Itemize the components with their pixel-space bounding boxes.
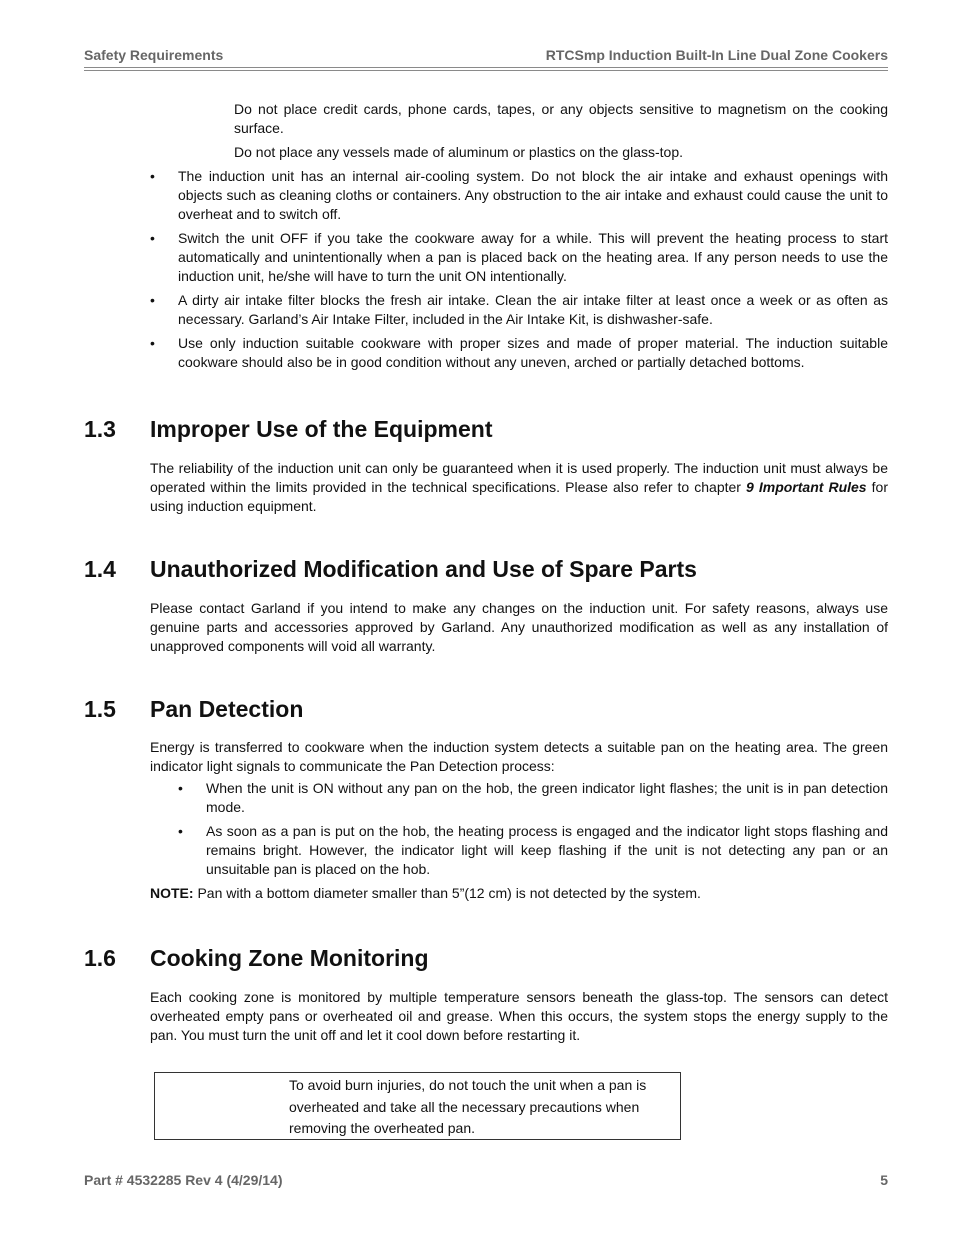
section-heading-1-3: [84, 415, 888, 443]
header-rule: [84, 67, 888, 68]
section-number: 1.6: [84, 945, 116, 971]
list-item-text: A dirty air intake filter blocks the fresh air intake. Clean the air intake filter at least once a week or as often as necessary. Garland’s Air Intake Filter, included in the Air Intake Kit, is dishwasher-safe.: [178, 292, 888, 327]
chapter-reference-link[interactable]: 9 Important Rules: [746, 479, 867, 495]
section-heading-1-5: [84, 695, 888, 723]
paragraph-text: The reliability of the induction unit can only be guaranteed when it is used properly. The induction unit must always be operated within the limits provided in the technical specifications. Please also refer to chapter: [150, 460, 888, 495]
section-number: 1.5: [84, 696, 116, 722]
section-heading-1-4: [84, 555, 888, 583]
list-item-text: As soon as a pan is put on the hob, the heating process is engaged and the indicator light stops flashing and remains bright. However, the indicator light will keep flashing if the unit is not detecting any pan or an unsuitable pan is placed on the hob.: [206, 823, 888, 877]
section-paragraph: [150, 459, 888, 516]
note-text: Pan with a bottom diameter smaller than 5”(12 cm) is not detected by the system.: [193, 885, 701, 901]
section-paragraph: Please contact Garland if you intend to make any changes on the induction unit. For safety reasons, always use genuine parts and accessories approved by Garland. Any unauthorized modification as well as any installation of unapproved components will void all warranty.: [150, 600, 888, 654]
list-item-text: When the unit is ON without any pan on the hob, the green indicator light flashes; the unit is in pan detection mode.: [206, 780, 888, 815]
warning-box: [154, 1072, 681, 1140]
note-paragraph: [150, 884, 888, 903]
bullet-icon: •: [150, 230, 155, 246]
list-item: [84, 229, 888, 286]
list-item-text: The induction unit has an internal air-cooling system. Do not block the air intake and exhaust openings with objects such as cleaning cloths or containers. Any obstruction to the air intake and exhaust could cause the unit to overheat and to switch off.: [178, 168, 888, 222]
section-title: Cooking Zone Monitoring: [150, 945, 429, 971]
page-body: [84, 100, 888, 1045]
intro-paragraph: Do not place any vessels made of aluminum or plastics on the glass-top.: [234, 144, 684, 160]
bullet-icon: •: [178, 780, 183, 796]
section-paragraph: Each cooking zone is monitored by multiple temperature sensors beneath the glass-top. The sensors can detect overheated empty pans or overheated oil and grease. When this occurs, the system stops the energy supply to the pan. You must turn the unit off and let it cool down before restarting it.: [150, 989, 888, 1043]
list-item-text: Use only induction suitable cookware with proper sizes and made of proper material. The induction suitable cookware should also be in good condition without any uneven, arched or partially detached bottoms.: [178, 335, 888, 370]
footer-part-number: Part # 4532285 Rev 4 (4/29/14): [84, 1172, 283, 1188]
bullet-icon: •: [150, 292, 155, 308]
page-number: 5: [880, 1172, 888, 1188]
note-label: NOTE:: [150, 885, 194, 901]
section-title: Unauthorized Modification and Use of Spare Parts: [150, 556, 697, 582]
list-item: [84, 779, 888, 817]
bullet-icon: •: [150, 168, 155, 184]
header-rule: [84, 70, 888, 71]
pan-detection-list: [84, 779, 888, 879]
list-item: [84, 167, 888, 224]
list-item: [84, 334, 888, 372]
page-header: [84, 46, 888, 64]
section-title: Pan Detection: [150, 696, 304, 722]
safety-bullet-list: [84, 167, 888, 372]
list-item: [84, 291, 888, 329]
warning-icon-area: [155, 1073, 285, 1139]
section-paragraph: Energy is transferred to cookware when the induction system detects a suitable pan on the heating area. The green indicator light signals to communicate the Pan Detection process:: [150, 739, 888, 774]
paragraph-text: for using induction equipment.: [150, 479, 888, 514]
page: [84, 0, 888, 1235]
bullet-icon: •: [150, 335, 155, 351]
list-item-text: Switch the unit OFF if you take the cookware away for a while. This will prevent the heating process to start automatically and unintentionally when a pan is placed back on the heating area. If any person needs to use the induction unit, he/she will have to turn the unit ON intentionally.: [178, 230, 888, 284]
list-item: [84, 822, 888, 879]
header-document-title: RTCSmp Induction Built-In Line Dual Zone Cookers: [545, 47, 888, 63]
section-heading-1-6: [84, 944, 888, 972]
section-number: 1.3: [84, 416, 116, 442]
intro-paragraph: Do not place credit cards, phone cards, tapes, or any objects sensitive to magnetism on the cooking surface.: [234, 101, 888, 136]
bullet-icon: •: [178, 823, 183, 839]
section-title: Improper Use of the Equipment: [150, 416, 493, 442]
warning-text: To avoid burn injuries, do not touch the unit when a pan is overheated and take all the necessary precautions when removing the overheated pan.: [289, 1077, 647, 1136]
header-section-title: Safety Requirements: [84, 47, 224, 63]
section-number: 1.4: [84, 556, 116, 582]
